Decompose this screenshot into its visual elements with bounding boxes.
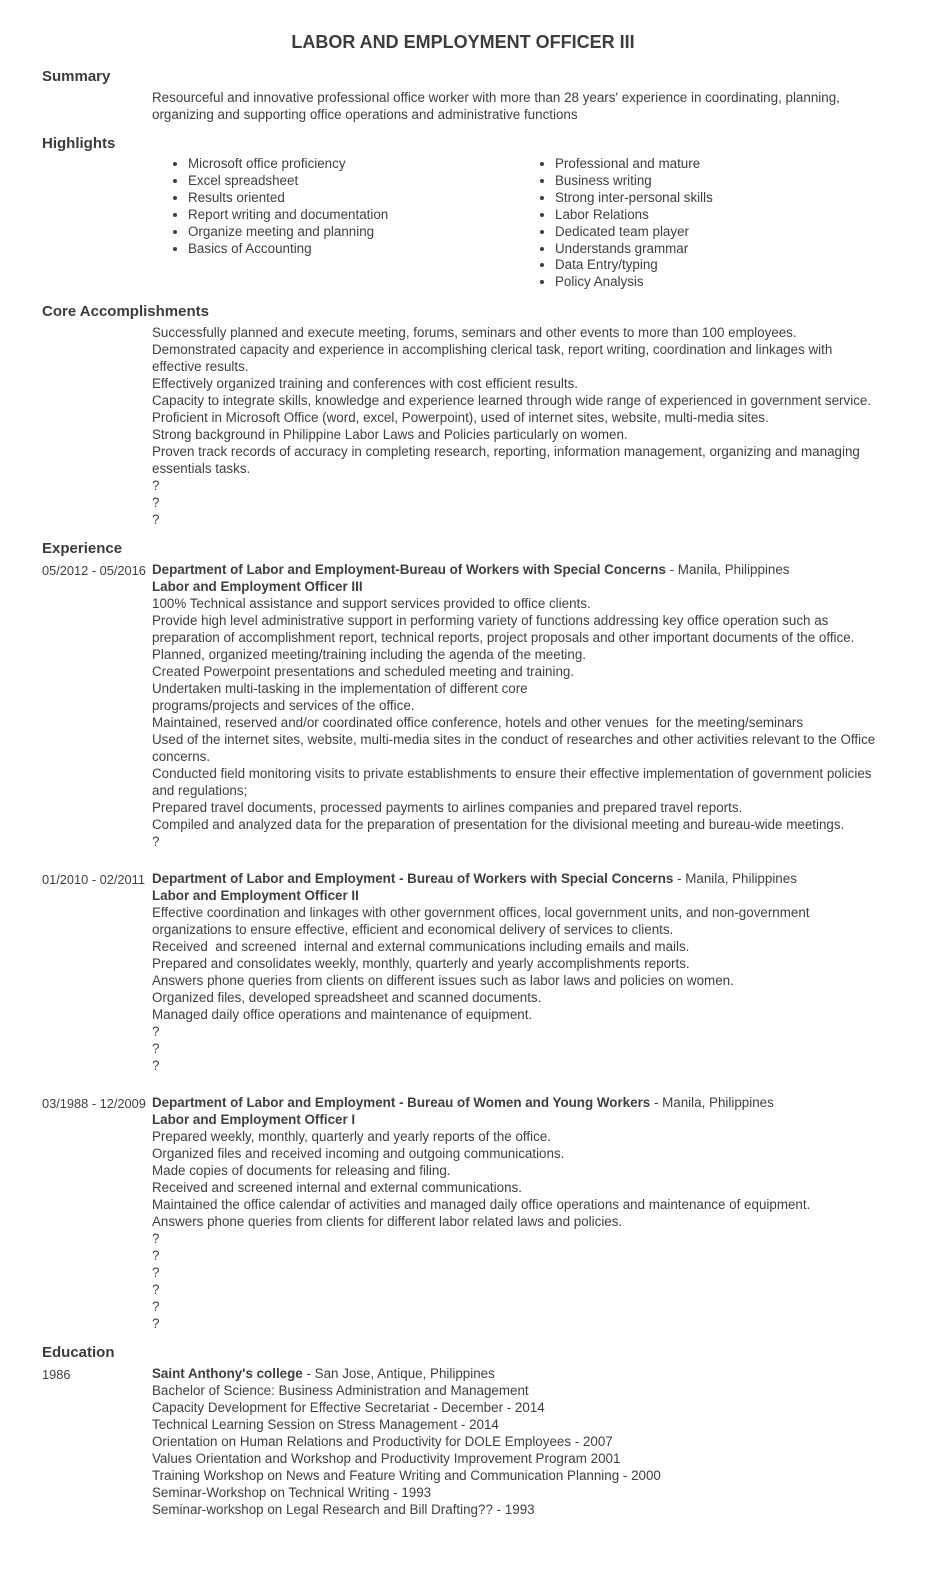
job-duty-line: Organized files and received incoming and outgoing communications. [152,1146,565,1162]
highlights-column-right [519,156,884,291]
accomplishment-line: Successfully planned and execute meeting, forums, seminars and other events to more than 100 employees. [152,325,797,341]
job-dates: 03/1988 - 12/2009 [42,1096,146,1112]
accomplishment-line: Strong background in Philippine Labor Laws and Policies particularly on women. [152,427,628,443]
highlight-item: • Excel spreadsheet [188,173,519,190]
job-duty-line: Conducted field monitoring visits to private establishments to ensure their effective implementation of government policies and regulations; [152,766,876,799]
job-dates: 01/2010 - 02/2011 [42,872,145,888]
education-entry [42,1365,884,1518]
education-detail-line: Seminar-Workshop on Technical Writing - 1993 [152,1485,432,1501]
summary-text: Resourceful and innovative professional office worker with more than 28 years' experience in coordinating, planning, organizing and supporting office operations and administrative functions [152,90,844,122]
summary-heading: Summary [42,68,111,85]
job-employer: Department of Labor and Employment-Bureau of Workers with Special Concerns [152,562,666,578]
education-detail-line: Seminar-workshop on Legal Research and Bill Drafting?? - 1993 [152,1502,535,1518]
experience-entry [42,561,884,850]
education-school: Saint Anthony's college [152,1366,303,1382]
job-duty-line: Prepared weekly, monthly, quarterly and yearly reports of the office. [152,1129,551,1145]
education-content [42,1365,884,1518]
job-duty-line: Organized files, developed spreadsheet and scanned documents. [152,990,542,1006]
job-duty-line: Received and screened internal and external communications including emails and mails. [152,939,690,955]
job-employer: Department of Labor and Employment - Bureau of Workers with Special Concerns [152,871,674,887]
education-detail-line: Bachelor of Science: Business Administration and Management [152,1383,529,1399]
section-core-accomplishments [42,302,884,528]
section-highlights [42,134,884,291]
job-duty-line: ? [152,1265,160,1281]
accomplishment-line: Capacity to integrate skills, knowledge and experience learned through wide range of experienced in government service. [152,393,872,409]
experience-content [42,561,884,1332]
job-duty-line: ? [152,1282,160,1298]
education-detail-line: Capacity Development for Effective Secretariat - December - 2014 [152,1400,545,1416]
job-title: Labor and Employment Officer I [152,1112,356,1128]
job-duty-line: Provide high level administrative support in performing variety of functions addressing key office operation such as preparation of accomplishment report, technical reports, project proposals and other important documents of the office. [152,613,855,646]
highlights-content [152,156,884,291]
highlight-item: • Microsoft office proficiency [188,156,519,173]
highlight-item: • Data Entry/typing [555,257,884,274]
accomplishment-line: ? [152,478,160,494]
highlight-item: • Basics of Accounting [188,241,519,258]
accomplishment-line: ? [152,495,160,511]
education-year: 1986 [42,1367,71,1383]
page-title: LABOR AND EMPLOYMENT OFFICER III [291,32,635,52]
job-duty-line: Planned, organized meeting/training including the agenda of the meeting. [152,647,587,663]
highlight-item: • Results oriented [188,190,519,207]
job-duty-line: Maintained, reserved and/or coordinated office conference, hotels and other venues for the meeting/seminars [152,715,804,731]
experience-entry [42,870,884,1074]
highlight-item: • Organize meeting and planning [188,224,519,241]
highlight-item: • Report writing and documentation [188,207,519,224]
highlights-columns [152,156,884,291]
highlight-item: • Professional and mature [555,156,884,173]
experience-heading: Experience [42,540,123,558]
job-location: - Manila, Philippines [665,562,790,578]
job-location: - Manila, Philippines [673,871,797,887]
job-header [152,561,884,578]
education-detail-line: Values Orientation and Workshop and Productivity Improvement Program 2001 [152,1451,621,1467]
highlights-heading: Highlights [42,135,116,152]
job-duty-line: Maintained the office calendar of activities and managed daily office operations and maintenance of equipment. [152,1197,811,1213]
highlight-item: • Understands grammar [555,241,884,258]
section-experience [42,539,884,1332]
job-duty-line: ? [152,1231,160,1247]
highlight-item: • Labor Relations [555,207,884,224]
summary-content [152,89,884,123]
job-duty-line: ? [152,1299,160,1315]
highlights-column-left [152,156,519,291]
job-duty-line: ? [152,1248,160,1264]
core-accomplishments-content [152,324,884,528]
job-duty-line: Managed daily office operations and maintenance of equipment. [152,1007,533,1023]
accomplishment-line: Proven track records of accuracy in completing research, reporting, information management, organizing and managing essentials tasks. [152,444,864,477]
job-duty-line: Received and screened internal and external communications. [152,1180,522,1196]
job-duty-line: Prepared and consolidates weekly, monthly, quarterly and yearly accomplishments reports. [152,956,690,972]
section-education [42,1343,884,1518]
accomplishment-line: ? [152,512,160,528]
job-header [152,1094,884,1111]
highlight-item: • Policy Analysis [555,274,884,291]
education-school-line [152,1365,884,1382]
job-duty-line: ? [152,1041,160,1057]
education-detail-line: Technical Learning Session on Stress Management - 2014 [152,1417,499,1433]
job-duty-line: Created Powerpoint presentations and scheduled meeting and training. [152,664,575,680]
job-duty-line: ? [152,1316,160,1332]
job-title: Labor and Employment Officer III [152,579,363,595]
job-location: - Manila, Philippines [650,1095,774,1111]
section-summary [42,67,884,123]
job-employer: Department of Labor and Employment - Bureau of Women and Young Workers [152,1095,651,1111]
education-detail-line: Training Workshop on News and Feature Writing and Communication Planning - 2000 [152,1468,661,1484]
job-duty-line: programs/projects and services of the office. [152,698,415,714]
accomplishment-line: Proficient in Microsoft Office (word, excel, Powerpoint), used of internet sites, website, multi-media sites. [152,410,769,426]
job-duty-line: Undertaken multi-tasking in the implementation of different core [152,681,528,697]
accomplishment-line: Demonstrated capacity and experience in accomplishing clerical task, report writing, coordination and linkages with effective results. [152,342,837,375]
job-duty-line: ? [152,834,160,850]
job-duty-line: ? [152,1058,160,1074]
job-duty-line: Answers phone queries from clients on different issues such as labor laws and policies on women. [152,973,734,989]
education-school-location: - San Jose, Antique, Philippines [302,1366,495,1382]
core-accomplishments-heading: Core Accomplishments [42,303,209,321]
job-dates: 05/2012 - 05/2016 [42,563,146,579]
job-duty-line: Answers phone queries from clients for different labor related laws and policies. [152,1214,623,1230]
job-duty-line: ? [152,1024,160,1040]
highlight-item: • Strong inter-personal skills [555,190,884,207]
job-header [152,870,884,887]
job-duty-line: Effective coordination and linkages with other government offices, local government units, and non-government organizations to ensure effective, efficient and economical delivery of services to clients. [152,905,814,938]
job-duty-line: Used of the internet sites, website, multi-media sites in the conduct of researches and other activities relevant to the Office concerns. [152,732,879,765]
job-duty-line: Prepared travel documents, processed payments to airlines companies and prepared travel reports. [152,800,743,816]
highlight-item: • Business writing [555,173,884,190]
highlight-item: • Dedicated team player [555,224,884,241]
experience-entry [42,1094,884,1332]
job-duty-line: 100% Technical assistance and support services provided to office clients. [152,596,591,612]
job-duty-line: Compiled and analyzed data for the preparation of presentation for the divisional meeting and bureau-wide meetings. [152,817,845,833]
job-title: Labor and Employment Officer II [152,888,359,904]
job-duty-line: Made copies of documents for releasing and filing. [152,1163,451,1179]
accomplishment-line: Effectively organized training and conferences with cost efficient results. [152,376,579,392]
education-detail-line: Orientation on Human Relations and Productivity for DOLE Employees - 2007 [152,1434,613,1450]
education-heading: Education [42,1344,115,1362]
